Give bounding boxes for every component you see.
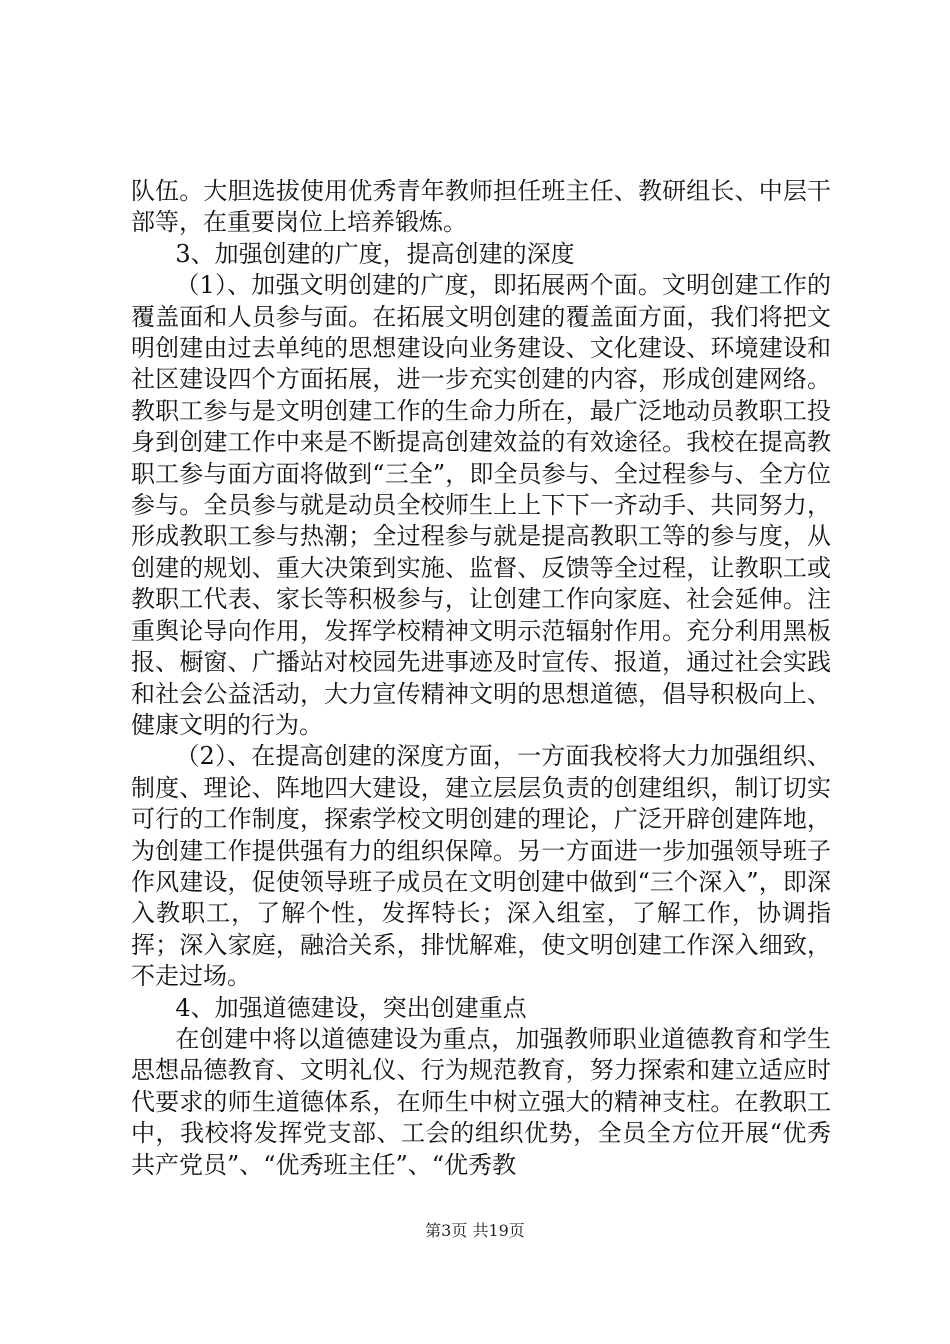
paragraph-3-2: （2）、在提高创建的深度方面，一方面我校将大力加强组织、制度、理论、阵地四大建设，建立层层负责的创建组织，制订切实可行的工作制度，探索学校文明创建的理论，广泛开辟创建阵地，为创建工作提供强有力的组织保障。另一方面进一步加强领导班子作风建设，促使领导班子成员在文明创建中做到“三个深入”，即深入教职工，了解个性，发挥特长；深入组室，了解工作，协调指挥；深入家庭，融洽关系，排忧解难，使文明创建工作深入细致，不走过场。 xyxy=(131,742,831,991)
body-text xyxy=(131,176,831,1181)
section-heading-3: 3、加强创建的广度，提高创建的深度 xyxy=(175,239,575,268)
paragraph-3-1: （1）、加强文明创建的广度，即拓展两个面。文明创建工作的覆盖面和人员参与面。在拓展文明创建的覆盖面方面，我们将把文明创建由过去单纯的思想建设向业务建设、文化建设、环境建设和社区建设四个方面拓展，进一步充实创建的内容，形成创建网络。教职工参与是文明创建工作的生命力所在，最广泛地动员教职工投身到创建工作中来是不断提高创建效益的有效途径。我校在提高教职工参与面方面将做到“三全”，即全员参与、全过程参与、全方位参与。全员参与就是动员全校师生上上下下一齐动手、共同努力，形成教职工参与热潮；全过程参与就是提高教职工等的参与度，从创建的规划、重大决策到实施、监督、反馈等全过程，让教职工或教职工代表、家长等积极参与，让创建工作向家庭、社会延伸。注重舆论导向作用，发挥学校精神文明示范辐射作用。充分利用黑板报、橱窗、广播站对校园先进事迹及时宣传、报道，通过社会实践和社会公益活动，大力宣传精神文明的思想道德，倡导积极向上、健康文明的行为。 xyxy=(131,271,831,739)
section-heading-4: 4、加强道德建设，突出创建重点 xyxy=(175,993,527,1022)
paragraph-1: 队伍。大胆选拔使用优秀青年教师担任班主任、教研组长、中层干部等，在重要岗位上培养锻炼。 xyxy=(131,177,831,237)
paragraph-4: 在创建中将以道德建设为重点，加强教师职业道德教育和学生思想品德教育、文明礼仪、行为规范教育，努力探索和建立适应时代要求的师生道德体系，在师生中树立强大的精神支柱。在教职工中，我校将发挥党支部、工会的组织优势，全员全方位开展“优秀共产党员”、“优秀班主任”、“优秀教 xyxy=(131,1024,831,1179)
page-number-footer: 第3页 共19页 xyxy=(425,1221,525,1240)
